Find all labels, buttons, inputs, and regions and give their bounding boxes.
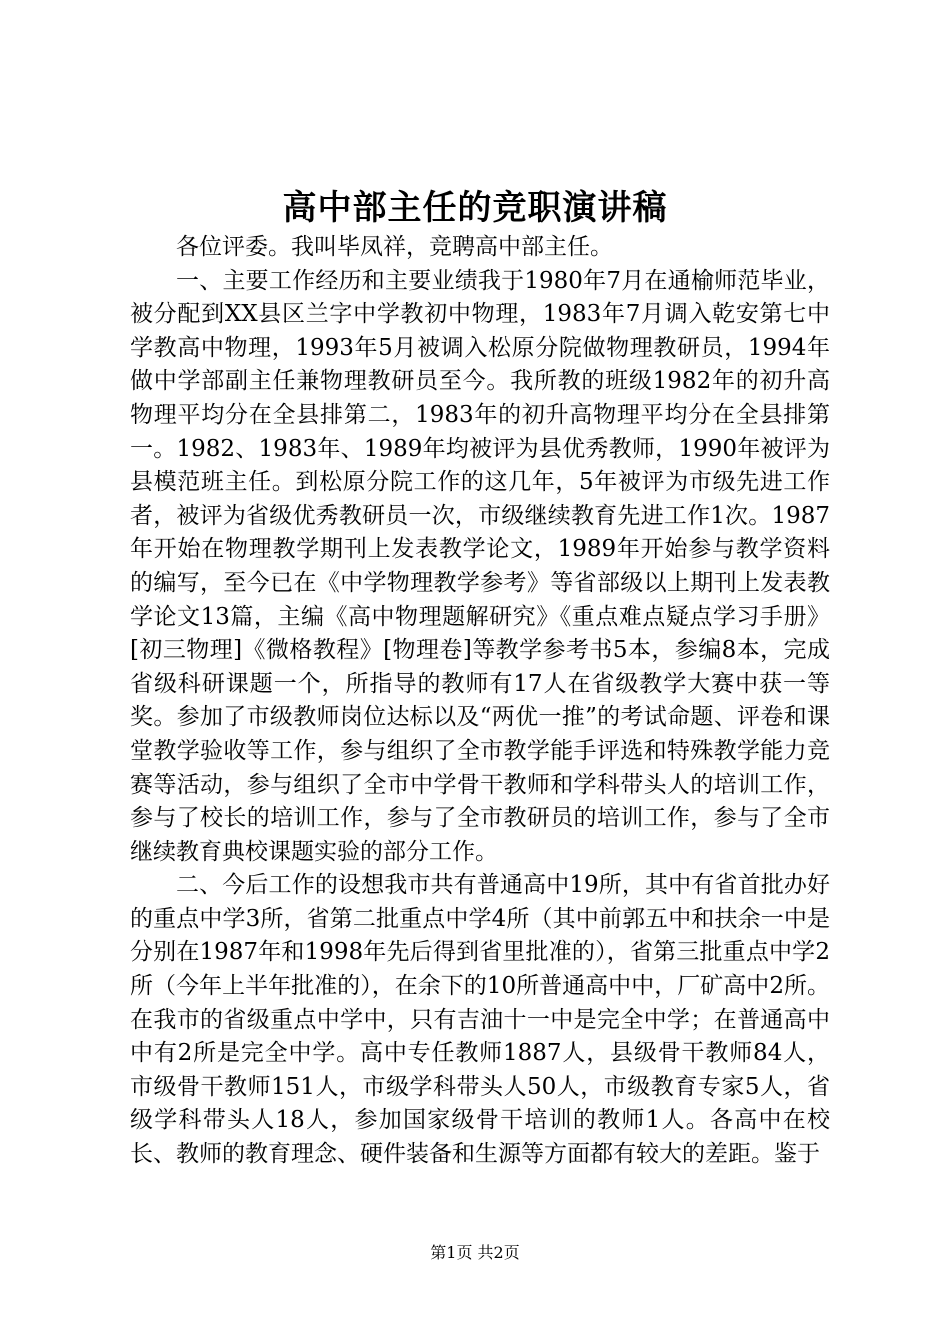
page-number-footer: 第1页 共2页 (430, 1243, 520, 1262)
paragraph-experience: 一、主要工作经历和主要业绩我于1980年7月在通榆师范毕业，被分配到XX县区兰字中学教初中物理，1983年7月调入乾安第七中学教高中物理，1993年5月被调入松原分院做物理教研员，1994年做中学部副主任兼物理教研员至今。我所教的班级1982年的初升高物理平均分在全县排第二，1983年的初升高物理平均分在全县排第一。1982、1983年、1989年均被评为县优秀教师，1990年被评为县模范班主任。到松原分院工作的这几年，5年被评为市级先进工作者，被评为省级优秀教研员一次，市级继续教育先进工作1次。1987年开始在物理教学期刊上发表教学论文，1989年开始参与教学资料的编写，至今已在《中学物理教学参考》等省部级以上期刊上发表教学论文13篇，主编《高中物理题解研究》《重点难点疑点学习手册》[初三物理]《微格教程》[物理卷]等教学参考书5本，参编8本，完成省级科研课题一个，所指导的教师有17人在省级教学大赛中获一等奖。参加了市级教师岗位达标以及“两优一推”的考试命题、评卷和课堂教学验收等工作，参与组织了全市教学能手评选和特殊教学能力竞赛等活动，参与组织了全市中学骨干教师和学科带头人的培训工作，参与了校长的培训工作，参与了全市教研员的培训工作，参与了全市继续教育典校课题实验的部分工作。 (130, 267, 830, 865)
document-body (130, 231, 830, 1172)
paragraph-greeting: 各位评委。我叫毕凤祥，竞聘高中部主任。 (176, 234, 613, 260)
paragraph-plans: 二、今后工作的设想我市共有普通高中19所，其中有省首批办好的重点中学3所，省第二批重点中学4所（其中前郭五中和扶余一中是分别在1987年和1998年先后得到省里批准的），省第三批重点中学2所（今年上半年批准的），在余下的10所普通高中中，厂矿高中2所。在我市的省级重点中学中，只有吉油十一中是完全中学；在普通高中中有2所是完全中学。高中专任教师1887人，县级骨干教师84人，市级骨干教师151人，市级学科带头人50人，市级教育专家5人，省级学科带头人18人，参加国家级骨干培训的教师1人。各高中在校长、教师的教育理念、硬件装备和生源等方面都有较大的差距。鉴于 (130, 872, 830, 1168)
document-title: 高中部主任的竞职演讲稿 (282, 188, 668, 228)
